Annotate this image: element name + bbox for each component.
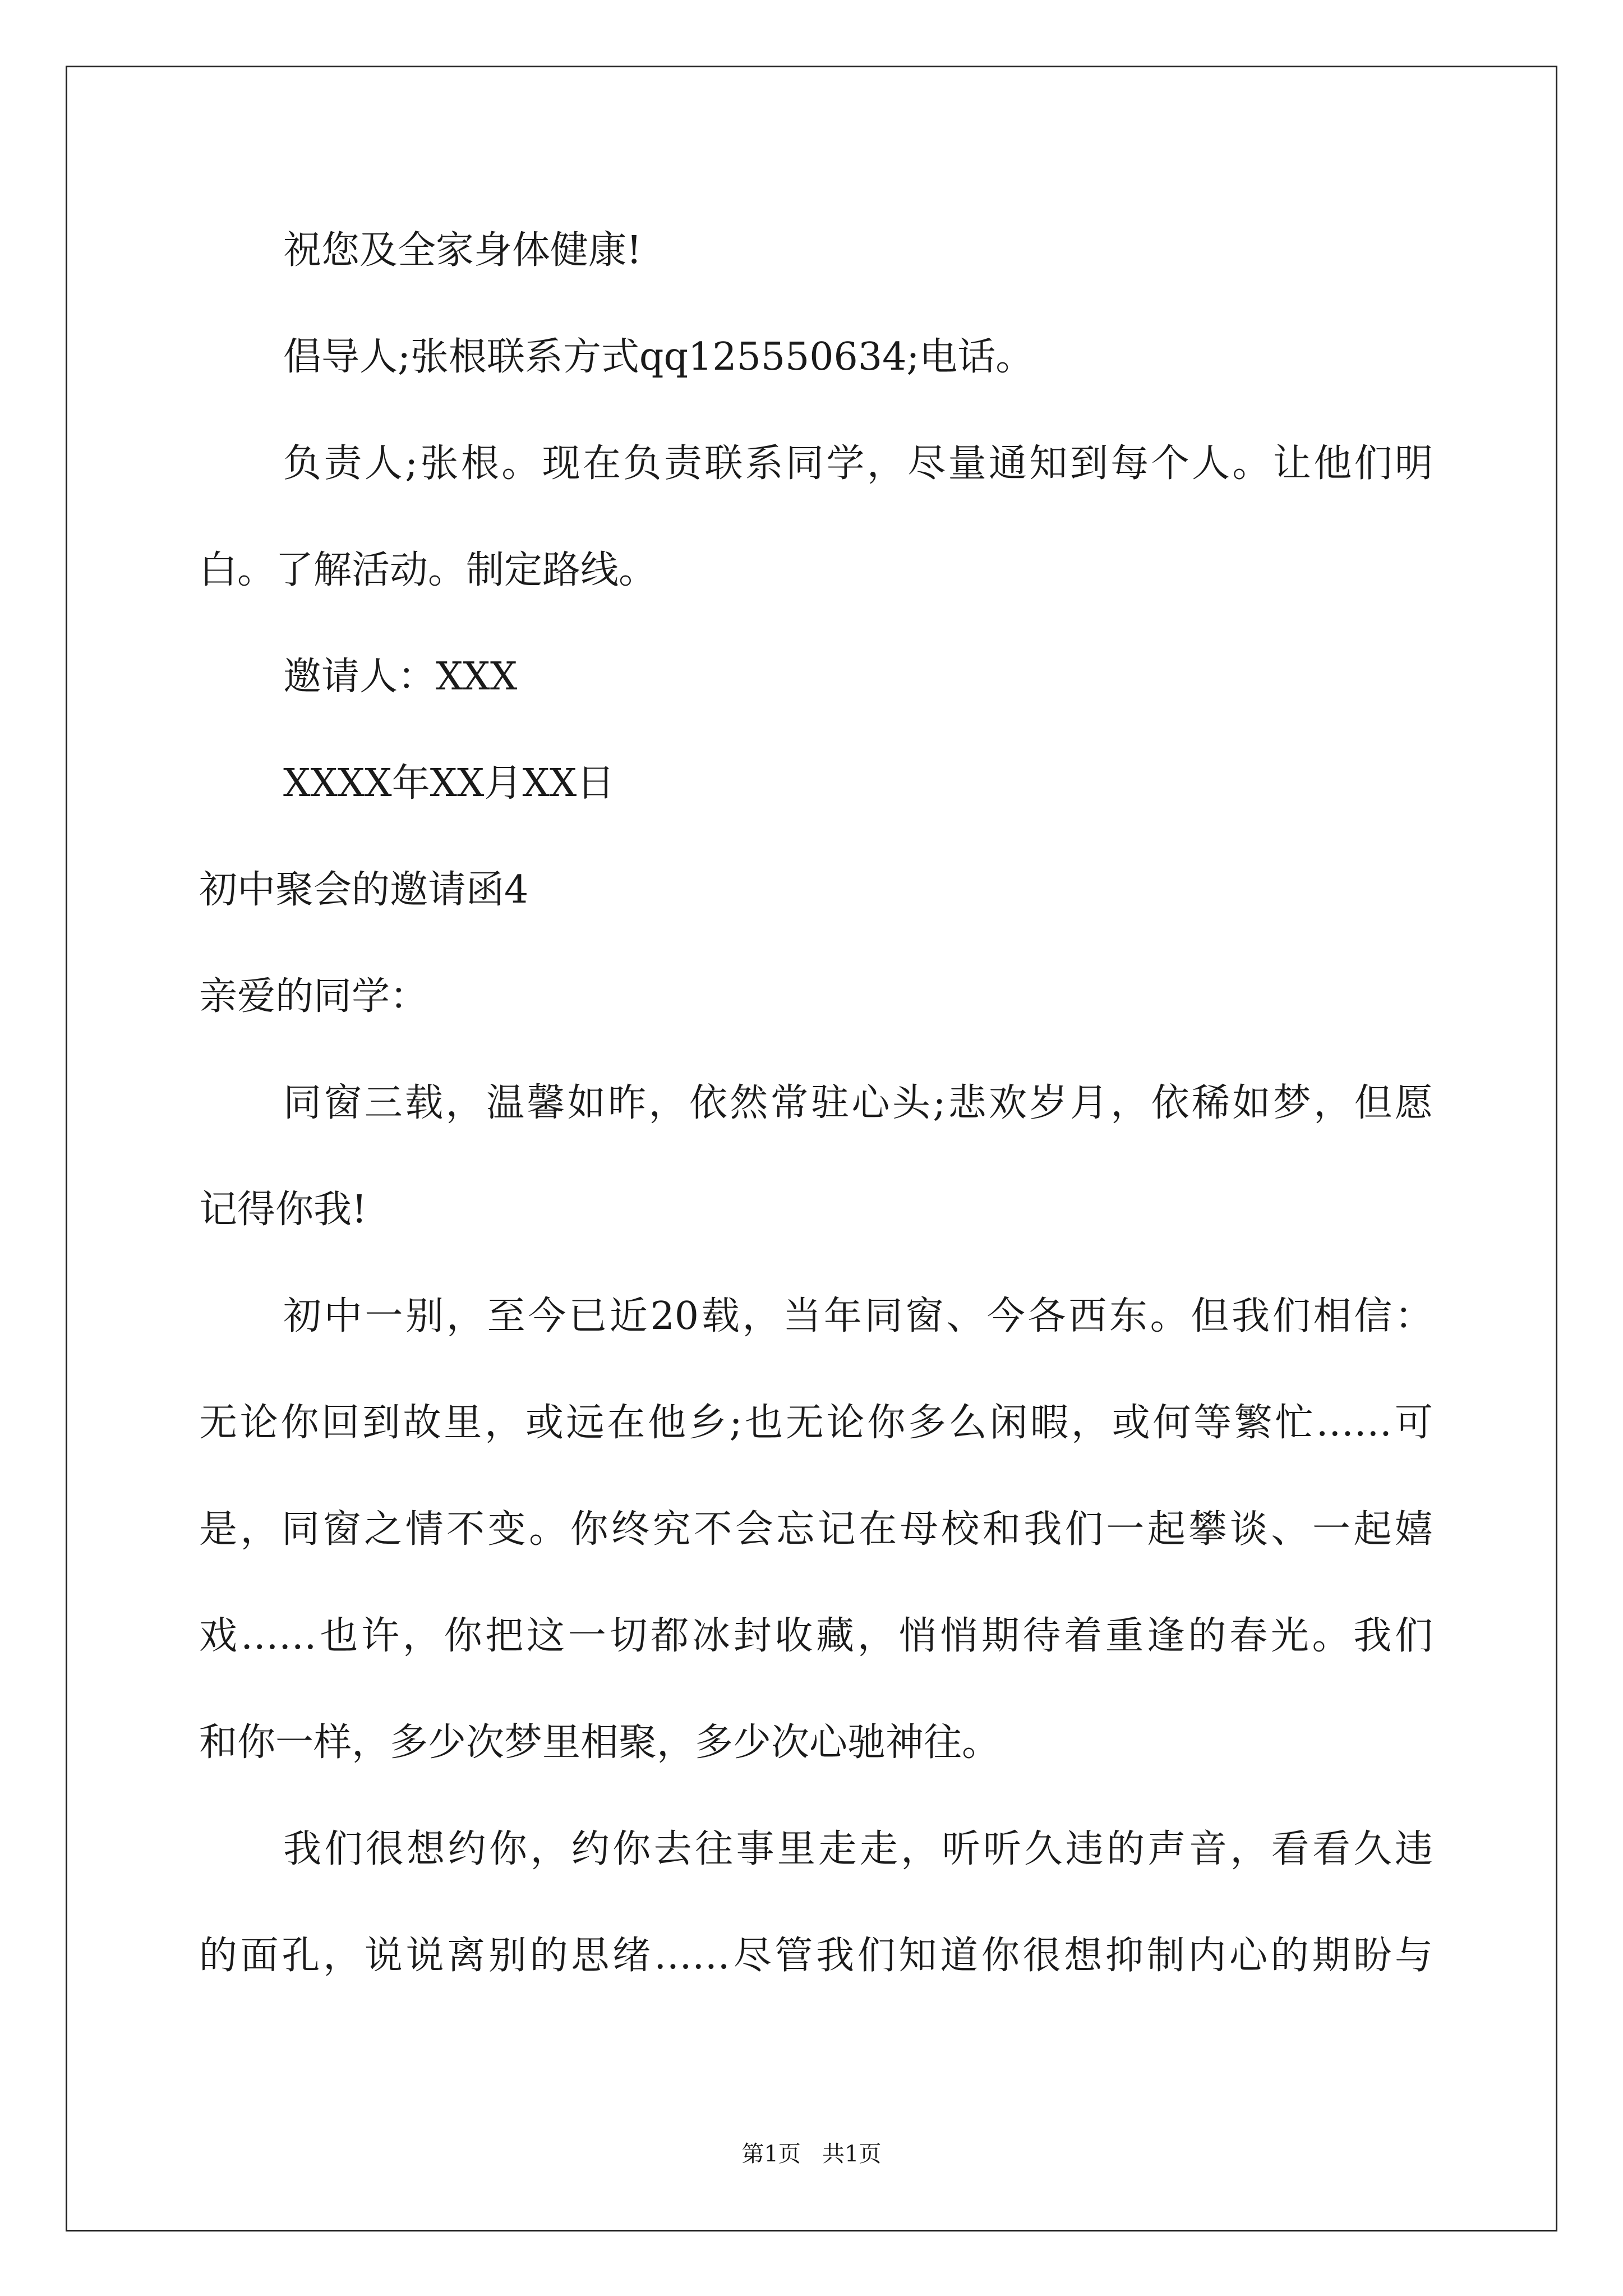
text-line: 戏……也许，你把这一切都冰封收藏，悄悄期待着重逢的春光。我们 — [199, 1614, 1433, 1658]
text-line: 记得你我! — [199, 1188, 367, 1232]
text-line: 的面孔，说说离别的思绪……尽管我们知道你很想抑制内心的期盼与 — [199, 1934, 1433, 1978]
text-line: 无论你回到故里，或远在他乡;也无论你多么闲暇，或何等繁忙……可 — [199, 1401, 1433, 1445]
text-line: 倡导人;张根联系方式qq125550634;电话。 — [283, 335, 1034, 379]
text-line: 祝您及全家身体健康! — [283, 228, 642, 273]
page-number-footer: 第1页 共1页 — [741, 2141, 882, 2167]
salutation: 亲爱的同学： — [199, 974, 428, 1019]
section-heading: 初中聚会的邀请函4 — [199, 868, 529, 912]
text-line: 初中一别，至今已近20载，当年同窗、今各西东。但我们相信： — [283, 1294, 1433, 1338]
text-line: 邀请人：XXX — [283, 655, 518, 699]
text-line: 负责人;张根。现在负责联系同学，尽量通知到每个人。让他们明 — [283, 441, 1433, 486]
text-line: 白。了解活动。制定路线。 — [199, 548, 657, 592]
text-line: 我们很想约你，约你去往事里走走，听听久违的声音，看看久违 — [283, 1827, 1433, 1871]
page-border — [66, 66, 1557, 2231]
text-line: XXXX年XX月XX日 — [283, 761, 615, 806]
text-line: 和你一样，多少次梦里相聚，多少次心驰神往。 — [199, 1720, 1000, 1765]
text-line: 是，同窗之情不变。你终究不会忘记在母校和我们一起攀谈、一起嬉 — [199, 1507, 1433, 1552]
text-line: 同窗三载，温馨如昨，依然常驻心头;悲欢岁月，依稀如梦，但愿 — [283, 1081, 1433, 1125]
